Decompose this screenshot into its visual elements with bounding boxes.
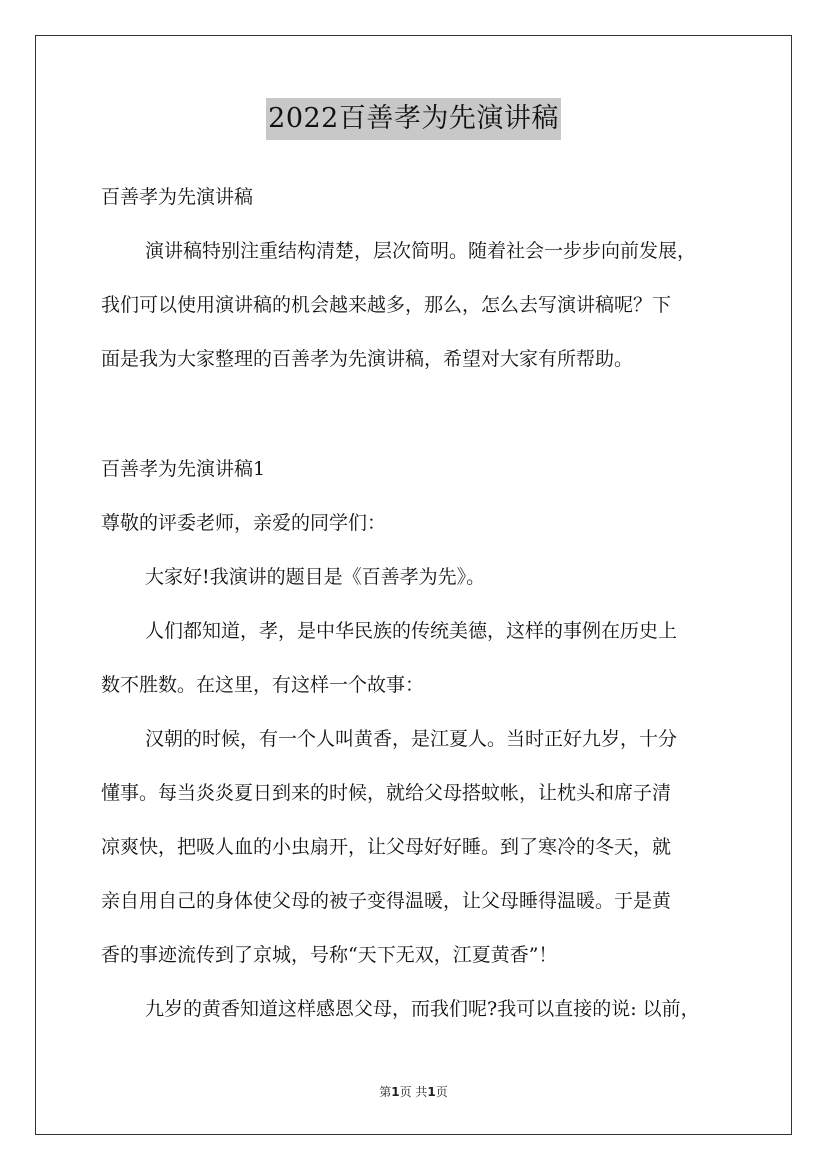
current-page-number: 1 <box>391 1085 400 1099</box>
salutation: 尊敬的评委老师，亲爱的同学们： <box>101 512 387 534</box>
paragraph-line: 亲自用自己的身体使父母的被子变得温暖，让父母睡得温暖。于是黄 <box>101 890 672 912</box>
footer-prefix: 第 <box>379 1085 392 1099</box>
intro-line: 面是我为大家整理的百善孝为先演讲稿，希望对大家有所帮助。 <box>101 348 634 370</box>
intro-line: 演讲稿特别注重结构清楚，层次简明。随着社会一步步向前发展， <box>145 240 697 262</box>
subtitle: 百善孝为先演讲稿 <box>101 186 254 208</box>
paragraph-line: 九岁的黄香知道这样感恩父母，而我们呢?我可以直接的说: 以前， <box>145 998 700 1020</box>
paragraph-line: 懂事。每当炎炎夏日到来的时候，就给父母搭蚊帐，让枕头和席子清 <box>101 782 672 804</box>
footer-suffix: 页 <box>435 1085 448 1099</box>
paragraph-line: 凉爽快，把吸人血的小虫扇开，让父母好好睡。到了寒冷的冬天，就 <box>101 836 672 858</box>
greeting: 大家好!我演讲的题目是《百善孝为先》。 <box>145 566 486 588</box>
total-pages-number: 1 <box>427 1085 436 1099</box>
paragraph-line: 数不胜数。在这里，有这样一个故事： <box>101 674 425 696</box>
paragraph-line: 人们都知道，孝，是中华民族的传统美德，这样的事例在历史上 <box>145 620 678 642</box>
intro-line: 我们可以使用演讲稿的机会越来越多，那么，怎么去写演讲稿呢？下 <box>101 294 672 316</box>
title-wrap <box>0 98 827 140</box>
page-footer <box>0 1083 827 1100</box>
section-heading: 百善孝为先演讲稿1 <box>101 458 266 480</box>
document-title: 2022百善孝为先演讲稿 <box>266 98 561 140</box>
paragraph-line: 汉朝的时候，有一个人叫黄香，是江夏人。当时正好九岁，十分 <box>145 728 678 750</box>
paragraph-line: 香的事迹流传到了京城，号称“天下无双，江夏黄香”！ <box>101 944 558 966</box>
footer-mid: 页 共 <box>399 1085 428 1099</box>
